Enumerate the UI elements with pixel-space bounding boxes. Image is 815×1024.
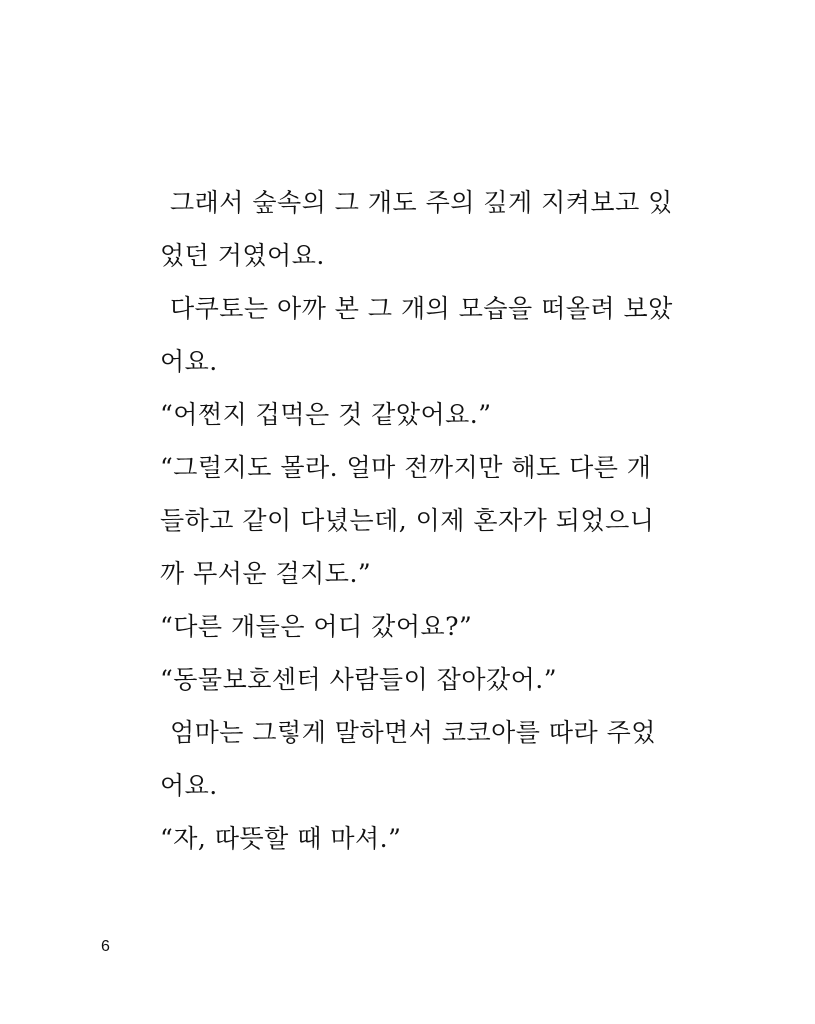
text-line: 엄마는 그렇게 말하면서 코코아를 따라 주었: [170, 718, 656, 747]
text-line: “동물보호센터 사람들이 잡아갔어.”: [160, 665, 558, 694]
text-line: “다른 개들은 어디 갔어요?”: [160, 612, 473, 641]
story-text: [160, 176, 673, 865]
text-line: “자, 따뜻할 때 마셔.”: [160, 824, 402, 853]
text-line: 까 무서운 걸지도.”: [160, 559, 372, 588]
page-number: 6: [101, 938, 110, 955]
text-line: 어요.: [160, 771, 218, 800]
text-line: “어쩐지 겁먹은 것 같았어요.”: [160, 400, 492, 429]
text-line: 그래서 숲속의 그 개도 주의 깊게 지켜보고 있: [170, 188, 673, 217]
text-line: “그럴지도 몰라. 얼마 전까지만 해도 다른 개: [160, 453, 652, 482]
text-line: 들하고 같이 다녔는데, 이제 혼자가 되었으니: [160, 506, 655, 535]
text-line: 어요.: [160, 347, 218, 376]
text-line: 다쿠토는 아까 본 그 개의 모습을 떠올려 보았: [170, 294, 673, 323]
text-line: 었던 거였어요.: [160, 241, 325, 270]
